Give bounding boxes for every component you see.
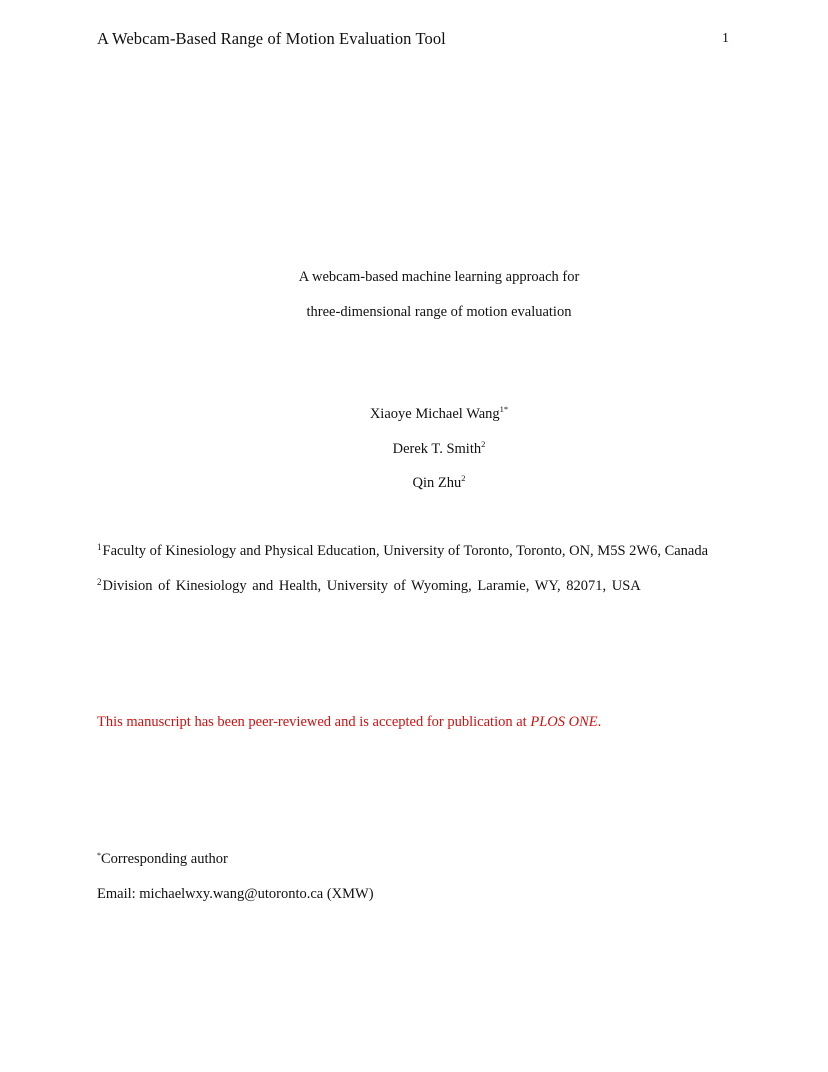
affiliation-text: Faculty of Kinesiology and Physical Education, University of Toronto, Toronto, ON, M5S 2W6, Canada	[102, 543, 709, 559]
affiliation-text: Division of Kinesiology and Health, University of Wyoming, Laramie, WY, 82071, USA	[102, 578, 641, 594]
journal-name: PLOS ONE	[530, 714, 598, 730]
page-number: 1	[722, 31, 729, 46]
notice-end: .	[597, 714, 602, 730]
affiliation-1	[97, 543, 708, 560]
affiliation-2	[97, 578, 641, 595]
corresponding-email: Email: michaelwxy.wang@utoronto.ca (XMW)	[97, 886, 374, 902]
author-name: Qin Zhu	[412, 475, 462, 491]
corresponding-label-text: Corresponding author	[101, 851, 228, 867]
author-marker: 2	[461, 473, 466, 483]
author-name: Derek T. Smith	[392, 441, 482, 457]
author-1	[0, 406, 828, 423]
corresponding-marker: *	[97, 851, 101, 860]
author-3	[0, 475, 828, 492]
publication-notice	[97, 714, 601, 731]
author-marker: 2	[481, 439, 486, 449]
notice-text: This manuscript has been peer-reviewed and is accepted for publication at	[97, 714, 531, 730]
paper-title-line-1: A webcam-based machine learning approach for	[298, 269, 580, 285]
author-name: Xiaoye Michael Wang	[369, 406, 500, 422]
corresponding-author-label	[97, 851, 228, 868]
running-head: A Webcam-Based Range of Motion Evaluation Tool	[97, 29, 446, 48]
affiliation-marker: 1	[97, 542, 102, 552]
affiliation-marker: 2	[97, 577, 102, 587]
author-marker: 1*	[499, 404, 509, 414]
author-2	[0, 441, 828, 458]
paper-title-line-2: three-dimensional range of motion evaluation	[306, 304, 572, 320]
